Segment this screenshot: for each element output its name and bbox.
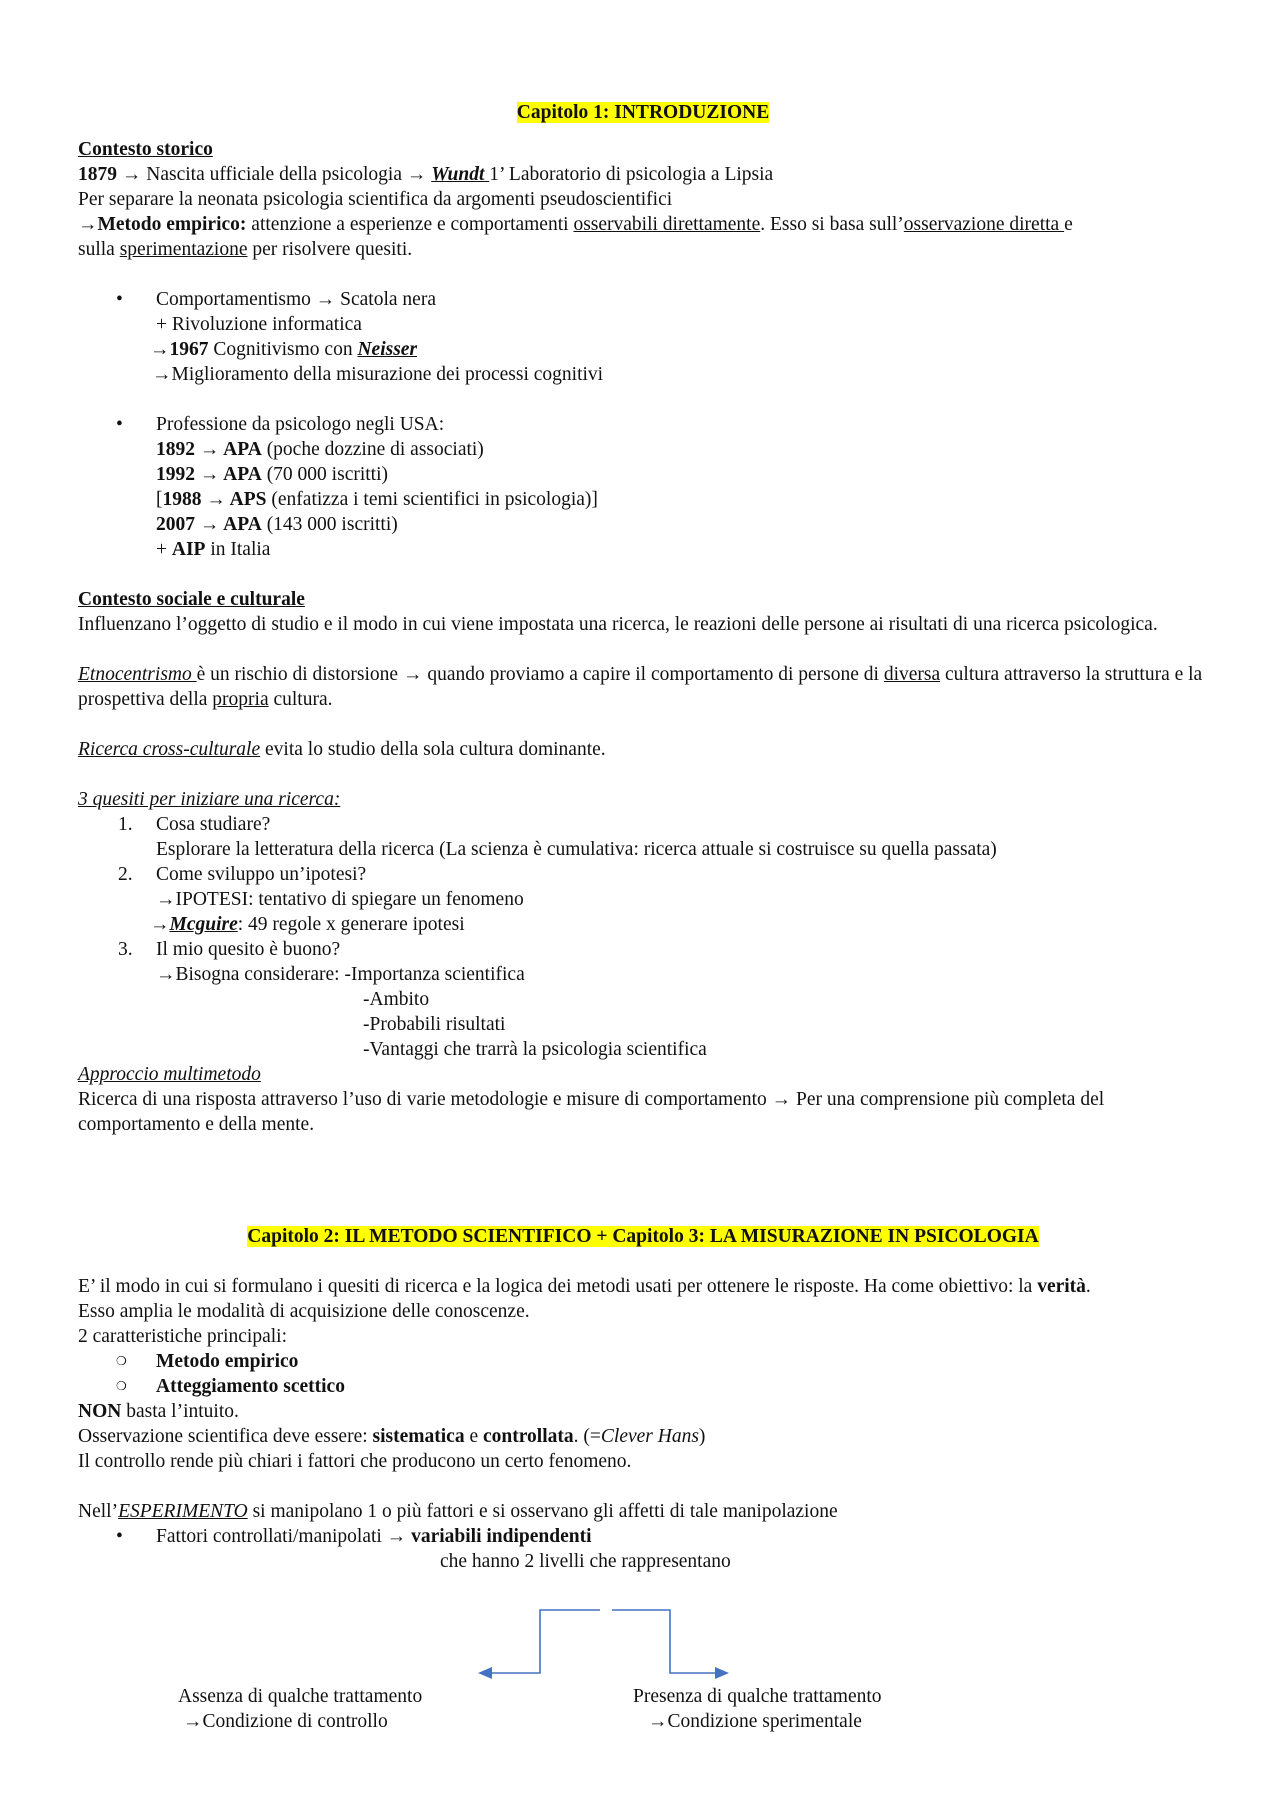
document-page <box>78 100 1208 1574</box>
arrow-icon: → <box>121 164 142 185</box>
list-item: ❍ Atteggiamento scettico <box>116 1376 345 1397</box>
presenza-label: Presenza di qualche trattamento <box>633 1686 882 1707</box>
non-intuito: NON basta l’intuito. <box>78 1401 239 1422</box>
arrow-icon: → <box>156 964 176 985</box>
diagram-arrows <box>0 1560 1280 1800</box>
chapter-1-title: Capitolo 1: INTRODUZIONE <box>516 102 770 123</box>
sperimentale-label: →Condizione sperimentale <box>648 1711 862 1732</box>
list-item: ❍ Metodo empirico <box>116 1351 299 1372</box>
storico-line-3: →Metodo empirico: attenzione a esperienze e comportamenti osservabili direttamente. Esso si basa sull’osservazione diretta e <box>78 214 1073 235</box>
arrow-icon: → <box>150 914 170 935</box>
arrow-icon: → <box>386 1526 407 1547</box>
bullet-icon: ❍ <box>116 1354 127 1368</box>
storico-line-4: sulla sperimentazione per risolvere quesiti. <box>78 239 413 260</box>
arrow-icon: → <box>152 364 172 385</box>
arrow-icon: → <box>199 514 220 535</box>
arrow-icon: → <box>406 164 427 185</box>
bullet-item-comportamentismo: • Comportamentismo → Scatola nera + Rivoluzione informatica →1967 Cognitivismo con Neisser →Miglioramento della misurazione dei processi cognitivi <box>116 289 604 385</box>
bullet-item-professione: • Professione da psicologo negli USA: 1892 → APA (poche dozzine di associati) 1992 → APA (70 000 iscritti) [1988 → APS (enfatizza i temi scientifici in psicologia)] 2007 → APA (143 000 iscritti) + AIP in Italia <box>116 414 598 560</box>
list-item-2: 2. Come sviluppo un’ipotesi? →IPOTESI: tentativo di spiegare un fenomeno →Mcguire: 49 regole x generare ipotesi <box>118 864 524 935</box>
bullet-icon: • <box>116 289 123 310</box>
section-heading-sociale: Contesto sociale e culturale <box>78 589 305 610</box>
right-branch-arrow <box>612 1610 722 1673</box>
list-item-3: 3. Il mio quesito è buono? →Bisogna considerare: -Importanza scientifica -Ambito -Probabili risultati -Vantaggi che trarrà la psicologia scientifica <box>118 939 707 1060</box>
bullet-icon: • <box>116 1526 123 1547</box>
controllo-line: Il controllo rende più chiari i fattori che producono un certo fenomeno. <box>78 1451 632 1472</box>
assenza-label: Assenza di qualche trattamento <box>178 1686 423 1707</box>
arrow-icon: → <box>402 664 423 685</box>
right-arrowhead <box>715 1667 729 1679</box>
list-item-1: 1. Cosa studiare? Esplorare la letteratura della ricerca (La scienza è cumulativa: ricerca attuale si costruisce su quella passata) <box>118 814 997 860</box>
osservazione-line: Osservazione scientifica deve essere: sistematica e controllata. (=Clever Hans) <box>78 1426 706 1447</box>
metodo-intro-2: Esso amplia le modalità di acquisizione delle conoscenze. <box>78 1301 530 1322</box>
storico-line-2: Per separare la neonata psicologia scientifica da argomenti pseudoscientifici <box>78 189 673 210</box>
controllo-label: →Condizione di controllo <box>183 1711 388 1732</box>
arrow-icon: → <box>771 1089 792 1110</box>
cross-culturale-paragraph: Ricerca cross-culturale evita lo studio della sola cultura dominante. <box>78 739 606 760</box>
metodo-intro: E’ il modo in cui si formulano i quesiti di ricerca e la logica dei metodi usati per ottenere le risposte. Ha come obiettivo: la verità. <box>78 1276 1091 1297</box>
etnocentrismo-paragraph: Etnocentrismo è un rischio di distorsione → quando proviamo a capire il comportamento di persone di diversa cultura attraverso la struttura e la prospettiva della propria cultura. <box>78 664 1203 710</box>
arrow-icon: → <box>199 439 220 460</box>
levels-diagram <box>0 1560 1280 1800</box>
arrow-icon: → <box>199 464 220 485</box>
list-item: • Fattori controllati/manipolati → variabili indipendenti che hanno 2 livelli che rappresentano <box>116 1526 731 1572</box>
sociale-text: Influenzano l’oggetto di studio e il modo in cui viene impostata una ricerca, le reazioni delle persone ai risultati di una ricerca psicologica. <box>78 614 1158 635</box>
quesiti-heading: 3 quesiti per iniziare una ricerca: <box>78 789 341 810</box>
storico-line-1: 1879 → Nascita ufficiale della psicologia → Wundt 1’ Laboratorio di psicologia a Lipsia <box>78 164 774 185</box>
left-arrowhead <box>478 1667 492 1679</box>
chapter-2-title: Capitolo 2: IL METODO SCIENTIFICO + Capitolo 3: LA MISURAZIONE IN PSICOLOGIA <box>247 1226 1039 1247</box>
left-branch-arrow <box>485 1610 600 1673</box>
multimetodo-text: Ricerca di una risposta attraverso l’uso di varie metodologie e misure di comportamento → Per una comprensione più completa del comportamento e della mente. <box>78 1089 1105 1135</box>
arrow-icon: → <box>183 1711 203 1732</box>
arrow-icon: → <box>315 289 336 310</box>
multimetodo-heading: Approccio multimetodo <box>78 1064 261 1085</box>
section-heading-storico: Contesto storico <box>78 139 213 160</box>
bullet-icon: • <box>116 414 123 435</box>
arrow-icon: → <box>648 1711 668 1732</box>
caratteristiche-heading: 2 caratteristiche principali: <box>78 1326 287 1347</box>
arrow-icon: → <box>78 214 98 235</box>
bullet-icon: ❍ <box>116 1379 127 1393</box>
arrow-icon: → <box>150 339 170 360</box>
esperimento-line: Nell’ESPERIMENTO si manipolano 1 o più fattori e si osservano gli affetti di tale manipolazione <box>78 1501 838 1522</box>
arrow-icon: → <box>206 489 226 510</box>
arrow-icon: → <box>156 889 176 910</box>
